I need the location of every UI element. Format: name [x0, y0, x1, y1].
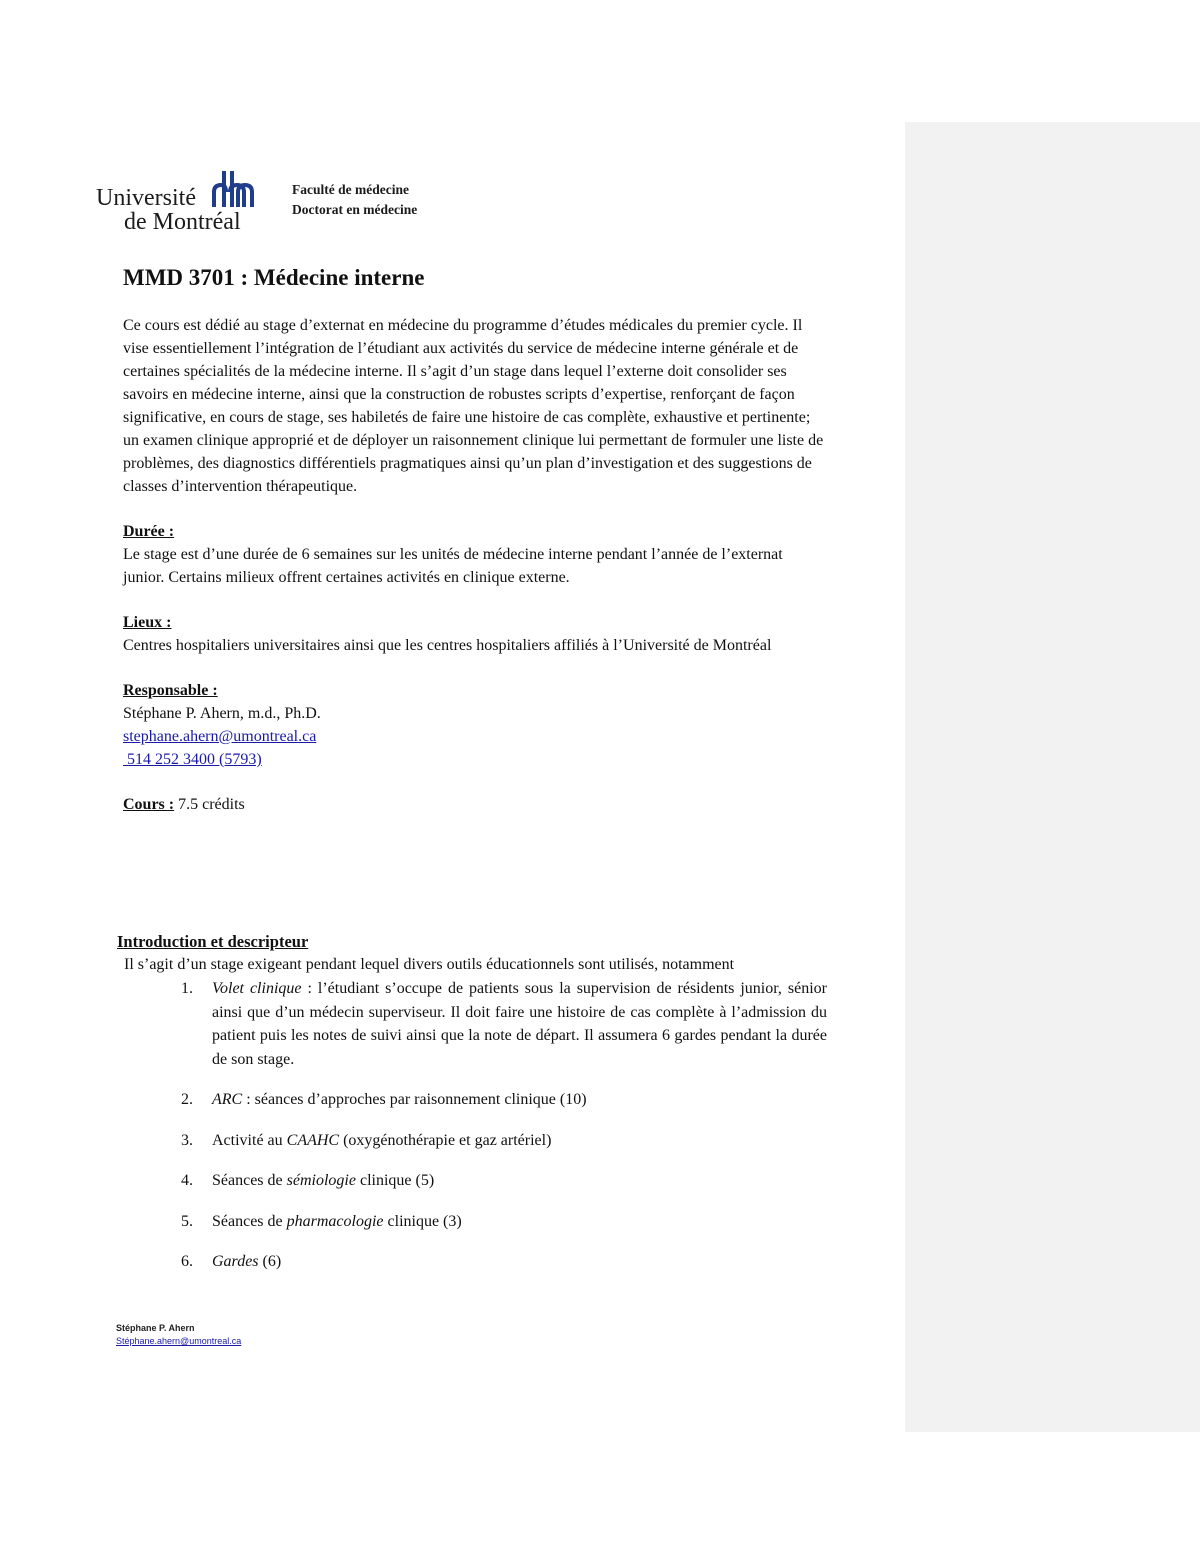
list-text-after: (oxygénothérapie et gaz artériel): [339, 1131, 552, 1149]
section-lieux: [123, 611, 828, 657]
comment-pane: [905, 122, 1200, 1432]
introduction-heading: Introduction et descripteur: [117, 932, 309, 951]
program-name: Doctorat en médecine: [292, 202, 418, 217]
university-logo-icon: [212, 168, 256, 208]
cours-heading: Cours :: [123, 796, 175, 813]
cours-text: 7.5 crédits: [174, 796, 245, 813]
list-number: 4.: [181, 1172, 193, 1189]
list-text-after: : l’étudiant s’occupe de patients sous la supervision de résidents junior, sénior ainsi que d’un médecin superviseur. Il doit faire une histoire de cas complète à l’admission du patient puis les notes de suivi ainsi que la note de départ. Il assumera 6 gardes pendant la durée de son stage.: [212, 980, 827, 1068]
list-item: [117, 1129, 827, 1153]
list-text-before: Séances de: [212, 1172, 287, 1189]
list-emphasis: sémiologie: [286, 1172, 356, 1189]
document-body: [123, 262, 828, 816]
list-number: 3.: [181, 1131, 193, 1149]
responsable-email-link[interactable]: stephane.ahern@umontreal.ca: [123, 728, 317, 745]
lieux-text: Centres hospitaliers universitaires ainsi que les centres hospitaliers affiliés à l’Université de Montréal: [123, 637, 772, 654]
list-number: 1.: [181, 980, 193, 997]
list-emphasis: CAAHC: [286, 1131, 340, 1149]
course-title: MMD 3701 : Médecine interne: [123, 265, 425, 290]
list-item: [117, 1169, 827, 1193]
duree-text: Le stage est d’une durée de 6 semaines sur les unités de médecine interne pendant l’année de l’externat junior. Certains milieux offrent certaines activités en clinique externe.: [123, 546, 783, 586]
responsable-phone-link[interactable]: 514 252 3400 (5793): [123, 751, 262, 768]
list-text-after: clinique (5): [355, 1172, 435, 1189]
list-text-after: (6): [258, 1253, 282, 1270]
faculty-block: [292, 180, 417, 220]
list-emphasis: Gardes: [212, 1253, 259, 1270]
section-responsable: [123, 679, 828, 771]
activities-list: [117, 977, 837, 1274]
footer-name: Stéphane P. Ahern: [116, 1323, 195, 1333]
list-text-before: Activité au: [212, 1131, 287, 1149]
list-emphasis: ARC: [212, 1091, 243, 1108]
page-footer: [116, 1322, 241, 1348]
list-item: [117, 977, 827, 1071]
introduction-lead: Il s’agit d’un stage exigeant pendant lequel divers outils éducationnels sont utilisés, notamment: [124, 956, 735, 973]
footer-email-link[interactable]: Stéphane.ahern@umontreal.ca: [116, 1336, 242, 1346]
list-number: 5.: [181, 1212, 193, 1230]
list-item: [117, 1088, 827, 1112]
list-item: [117, 1210, 827, 1234]
responsable-heading: Responsable :: [123, 682, 218, 699]
list-emphasis: Volet clinique: [212, 980, 302, 997]
logo-line-2: de Montréal: [124, 209, 241, 235]
list-text-before: Séances de: [212, 1212, 287, 1230]
responsable-name: Stéphane P. Ahern, m.d., Ph.D.: [123, 705, 321, 722]
list-text-after: : séances d’approches par raisonnement clinique (10): [242, 1091, 587, 1108]
section-duree: [123, 520, 828, 589]
list-emphasis: pharmacologie: [286, 1212, 384, 1230]
logo-line-1: Université: [96, 185, 196, 211]
section-introduction: [117, 930, 837, 1274]
list-number: 2.: [181, 1091, 193, 1108]
document-header: [96, 168, 596, 238]
duree-heading: Durée :: [123, 523, 175, 540]
list-text-after: clinique (3): [383, 1212, 462, 1230]
course-description: Ce cours est dédié au stage d’externat en médecine du programme d’études médicales du premier cycle. Il vise essentiellement l’intégration de l’étudiant aux activités du service de médecine interne générale et de certaines spécialités de la médecine interne. Il s’agit d’un stage dans lequel l’externe doit consolider ses savoirs en médecine interne, ainsi que la construction de robustes scripts d’expertise, renforçant de façon significative, en cours de stage, ses habiletés de faire une histoire de cas complète, exhaustive et pertinente; un examen clinique approprié et de déployer un raisonnement clinique lui permettant de formuler une liste de problèmes, des diagnostics différentiels pragmatiques ainsi qu’un plan d’investigation et des suggestions de classes d’intervention thérapeutique.: [123, 317, 824, 495]
list-number: 6.: [181, 1253, 193, 1270]
section-cours: [123, 793, 828, 816]
faculty-name: Faculté de médecine: [292, 182, 409, 197]
list-item: [117, 1250, 827, 1274]
lieux-heading: Lieux :: [123, 614, 172, 631]
